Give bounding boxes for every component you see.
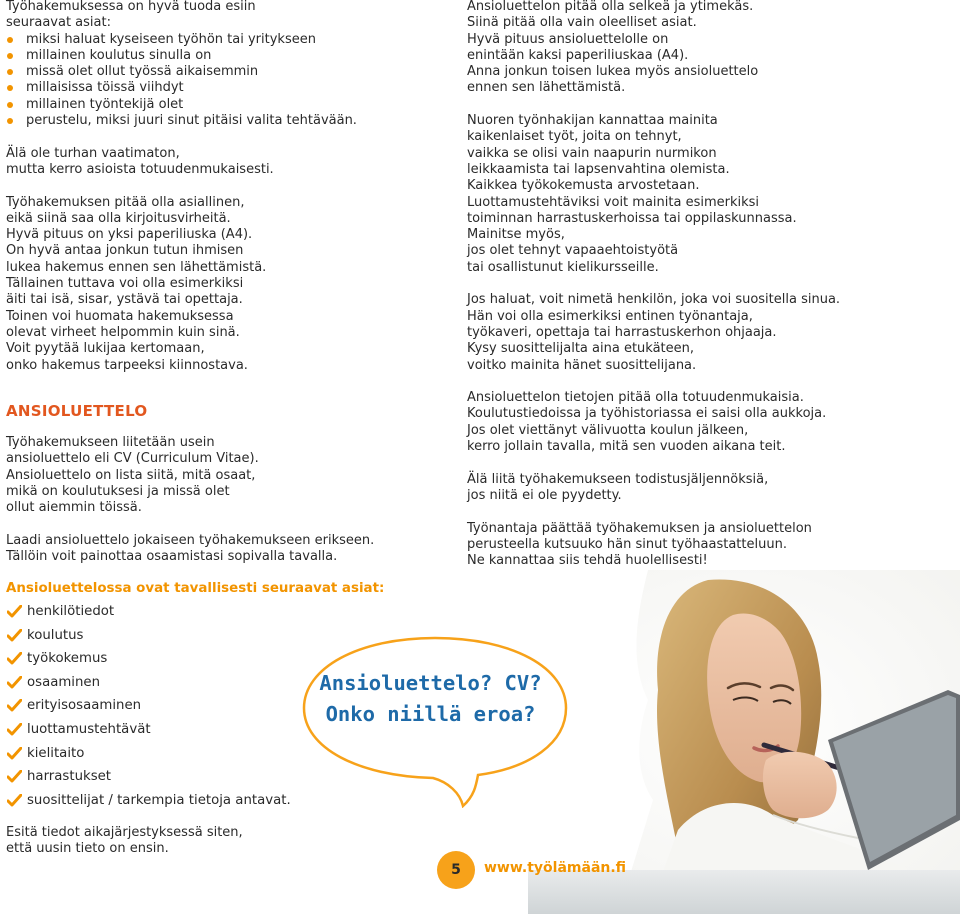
checklist-item: osaaminen bbox=[7, 673, 291, 697]
checklist-item: erityisosaaminen bbox=[7, 696, 291, 720]
paragraph-line: Tällöin voit painottaa osaamistasi sopivalla tavalla. bbox=[6, 549, 338, 565]
paragraph-line: Jos haluat, voit nimetä henkilön, joka voi suositella sinua. bbox=[467, 292, 841, 308]
paragraph-line: Ansioluettelon tietojen pitää olla totuudenmukaisia. bbox=[467, 390, 804, 406]
paragraph-line: että uusin tieto on ensin. bbox=[6, 841, 169, 857]
checklist-item: työkokemus bbox=[7, 649, 291, 673]
paragraph-line: eikä siinä saa olla kirjoitusvirheitä. bbox=[6, 210, 231, 226]
intro-line: seuraavat asiat: bbox=[6, 15, 111, 31]
bullet-item: millainen työntekijä olet bbox=[6, 97, 446, 113]
paragraph-line: voitko mainita hänet suosittelijana. bbox=[467, 357, 697, 373]
bullet-item: miksi haluat kyseiseen työhön tai yritykseen bbox=[6, 32, 446, 48]
page-number: 5 bbox=[437, 851, 475, 889]
paragraph-line: toiminnan harrastuskerhoissa tai oppilaskunnassa. bbox=[467, 210, 797, 226]
paragraph-line: Laadi ansioluettelo jokaiseen työhakemukseen erikseen. bbox=[6, 532, 375, 548]
checklist-item: suosittelijat / tarkempia tietoja antavat. bbox=[7, 791, 291, 815]
paragraph-line: Ansioluettelo on lista siitä, mitä osaat, bbox=[6, 467, 256, 483]
paragraph-line: kaikenlaiset työt, joita on tehnyt, bbox=[467, 129, 682, 145]
paragraph-line: Hyvä pituus on yksi paperiliuska (A4). bbox=[6, 227, 253, 243]
paragraph-line: Siinä pitää olla vain oleelliset asiat. bbox=[467, 15, 697, 31]
paragraph-line: Kysy suosittelijalta aina etukäteen, bbox=[467, 341, 695, 357]
bullet-dot-icon bbox=[7, 118, 13, 124]
section-body bbox=[6, 435, 374, 565]
bullet-item: perustelu, miksi juuri sinut pitäisi valita tehtävään. bbox=[6, 113, 446, 129]
paragraph-line: Nuoren työnhakijan kannattaa mainita bbox=[467, 113, 718, 129]
paragraph-line: perusteella kutsuuko hän sinut työhaastatteluun. bbox=[467, 536, 787, 552]
paragraph-line: Työhakemukseen liitetään usein bbox=[6, 435, 215, 450]
right-column bbox=[467, 0, 947, 569]
paragraph-line: vaikka se olisi vain naapurin nurmikon bbox=[467, 145, 717, 161]
bullet-dot-icon bbox=[7, 102, 13, 108]
bubble-line: Onko niillä eroa? bbox=[325, 702, 536, 726]
paragraph-line: Anna jonkun toisen lukea myös ansioluettelo bbox=[467, 64, 759, 80]
paragraph-line: Jos olet viettänyt välivuotta koulun jälkeen, bbox=[467, 422, 749, 438]
list-heading: Ansioluettelossa ovat tavallisesti seuraavat asiat: bbox=[6, 581, 385, 596]
paragraph-line: Hyvä pituus ansioluettelolle on bbox=[467, 31, 669, 47]
paragraph-line: Esitä tiedot aikajärjestyksessä siten, bbox=[6, 825, 243, 840]
paragraph-line: Älä liitä työhakemukseen todistusjäljennöksiä, bbox=[467, 471, 769, 487]
paragraph-line: mikä on koulutuksesi ja missä olet bbox=[6, 483, 230, 499]
paragraph-line: Älä ole turhan vaatimaton, bbox=[6, 145, 180, 161]
check-icon bbox=[7, 629, 22, 642]
paragraph-line: Tällainen tuttava voi olla esimerkiksi bbox=[6, 276, 244, 292]
bullet-dot-icon bbox=[7, 53, 13, 59]
paragraph-line: Työnantaja päättää työhakemuksen ja ansioluettelon bbox=[467, 520, 812, 536]
website-link[interactable]: www.työlämään.fi bbox=[484, 860, 627, 876]
paragraph-line: Kaikkea työkokemusta arvostetaan. bbox=[467, 178, 700, 194]
paragraph-line: ansioluettelo eli CV (Curriculum Vitae). bbox=[6, 451, 259, 467]
left-column bbox=[6, 0, 446, 374]
check-icon bbox=[7, 676, 22, 689]
paragraph-line: Koulutustiedoissa ja työhistoriassa ei saisi olla aukkoja. bbox=[467, 406, 827, 422]
paragraph-line: ollut aiemmin töissä. bbox=[6, 500, 142, 516]
paragraph-line: Hän voi olla esimerkiksi entinen työnantaja, bbox=[467, 308, 753, 324]
checklist-item: kielitaito bbox=[7, 744, 291, 768]
paragraph-line: On hyvä antaa jonkun tutun ihmisen bbox=[6, 243, 244, 259]
check-icon bbox=[7, 770, 22, 783]
paragraph-line: kerro jollain tavalla, mitä sen vuoden aikana teit. bbox=[467, 439, 786, 455]
paragraph-line: leikkaamista tai lapsenvahtina olemista. bbox=[467, 161, 730, 177]
checklist bbox=[7, 602, 291, 814]
paragraph-line: enintään kaksi paperiliuskaa (A4). bbox=[467, 47, 689, 63]
intro-line: Työhakemuksessa on hyvä tuoda esiin bbox=[6, 0, 256, 14]
paragraph-line: Työhakemuksen pitää olla asiallinen, bbox=[6, 194, 245, 210]
footer-note bbox=[6, 825, 243, 858]
paragraph-line: onko hakemus tarpeeksi kiinnostava. bbox=[6, 357, 248, 373]
check-icon bbox=[7, 605, 22, 618]
check-icon bbox=[7, 699, 22, 712]
bullet-item: millainen koulutus sinulla on bbox=[6, 48, 446, 64]
paragraph-line: Luottamustehtäviksi voit mainita esimerkiksi bbox=[467, 194, 760, 210]
checklist-item: henkilötiedot bbox=[7, 602, 291, 626]
paragraph-line: olevat virheet helpommin kuin sinä. bbox=[6, 324, 240, 340]
paragraph-line: työkaveri, opettaja tai harrastuskerhon ohjaaja. bbox=[467, 324, 777, 340]
bubble-line: Ansioluettelo? CV? bbox=[319, 671, 542, 695]
bullet-dot-icon bbox=[7, 37, 13, 43]
bullet-dot-icon bbox=[7, 85, 13, 91]
paragraph-line: lukea hakemus ennen sen lähettämistä. bbox=[6, 259, 267, 275]
section-heading: ANSIOLUETTELO bbox=[6, 402, 148, 420]
paragraph-line: Ansioluettelon pitää olla selkeä ja ytimekäs. bbox=[467, 0, 754, 14]
bullet-dot-icon bbox=[7, 69, 13, 75]
checklist-item: luottamustehtävät bbox=[7, 720, 291, 744]
checklist-item: koulutus bbox=[7, 626, 291, 650]
paragraph-line: mutta kerro asioista totuudenmukaisesti. bbox=[6, 161, 274, 177]
paragraph-line: Voit pyytää lukijaa kertomaan, bbox=[6, 341, 205, 357]
check-icon bbox=[7, 747, 22, 760]
checklist-item: harrastukset bbox=[7, 767, 291, 791]
paragraph-line: jos olet tehnyt vapaaehtoistyötä bbox=[467, 243, 679, 259]
paragraph-line: Mainitse myös, bbox=[467, 227, 565, 243]
check-icon bbox=[7, 652, 22, 665]
paragraph-line: tai osallistunut kielikursseille. bbox=[467, 259, 659, 275]
check-icon bbox=[7, 723, 22, 736]
bullet-item: millaisissa töissä viihdyt bbox=[6, 80, 446, 96]
paragraph-line: Toinen voi huomata hakemuksessa bbox=[6, 308, 234, 324]
bullet-item: missä olet ollut työssä aikaisemmin bbox=[6, 64, 446, 80]
paragraph-line: äiti tai isä, sisar, ystävä tai opettaja. bbox=[6, 292, 243, 308]
paragraph-line: Ne kannattaa siis tehdä huolellisesti! bbox=[467, 553, 708, 569]
speech-bubble-text bbox=[298, 668, 563, 730]
check-icon bbox=[7, 794, 22, 807]
paragraph-line: ennen sen lähettämistä. bbox=[467, 80, 626, 96]
paragraph-line: jos niitä ei ole pyydetty. bbox=[467, 487, 622, 503]
